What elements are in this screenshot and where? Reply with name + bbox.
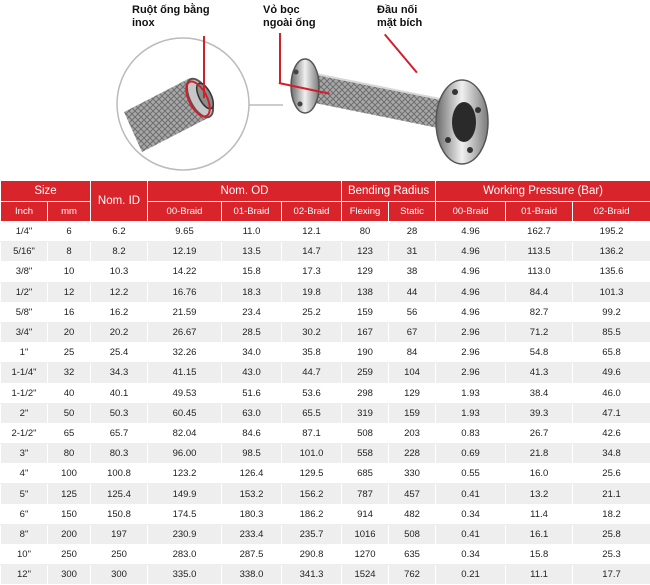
cell-size-mm: 125 xyxy=(48,484,91,504)
table-row xyxy=(1,282,650,302)
cell-od-02-braid: 44.7 xyxy=(282,363,342,383)
product-hero xyxy=(0,0,650,180)
cell-bend-static: 762 xyxy=(389,565,436,585)
hose-spec-table xyxy=(0,180,650,585)
cell-od-01-braid: 98.5 xyxy=(222,444,282,464)
outer-braid-label: Vỏ bọc ngoài ống xyxy=(263,4,325,30)
cell-od-00-braid: 14.22 xyxy=(148,262,222,282)
table-row xyxy=(1,302,650,322)
cell-wp-01-braid: 16.1 xyxy=(506,524,573,544)
cell-od-01-braid: 63.0 xyxy=(222,403,282,423)
subheader-od-00-braid: 00-Braid xyxy=(148,202,222,222)
cell-bend-static: 635 xyxy=(389,545,436,565)
cell-wp-02-braid: 42.6 xyxy=(573,423,650,443)
cell-size-inch: 10" xyxy=(1,545,48,565)
cell-wp-02-braid: 25.8 xyxy=(573,524,650,544)
cell-wp-00-braid: 1.93 xyxy=(436,403,506,423)
cell-od-00-braid: 16.76 xyxy=(148,282,222,302)
cell-bend-flexing: 1524 xyxy=(342,565,389,585)
cell-nom-id: 12.2 xyxy=(91,282,148,302)
cell-nom-id: 40.1 xyxy=(91,383,148,403)
hose-illustration xyxy=(0,0,650,180)
cell-od-01-braid: 34.0 xyxy=(222,343,282,363)
cell-od-00-braid: 174.5 xyxy=(148,504,222,524)
table-row xyxy=(1,484,650,504)
subheader-wp-02-braid: 02-Braid xyxy=(573,202,650,222)
cell-bend-flexing: 190 xyxy=(342,343,389,363)
cell-bend-static: 457 xyxy=(389,484,436,504)
cell-od-00-braid: 9.65 xyxy=(148,222,222,242)
cell-wp-02-braid: 101.3 xyxy=(573,282,650,302)
cell-nom-id: 10.3 xyxy=(91,262,148,282)
cell-wp-01-braid: 21.8 xyxy=(506,444,573,464)
outer-braid-leader xyxy=(279,33,281,83)
cell-size-inch: 1-1/4" xyxy=(1,363,48,383)
cell-wp-00-braid: 2.96 xyxy=(436,363,506,383)
subheader-inch: Inch xyxy=(1,202,48,222)
cell-od-01-braid: 338.0 xyxy=(222,565,282,585)
cell-nom-id: 80.3 xyxy=(91,444,148,464)
cell-bend-static: 44 xyxy=(389,282,436,302)
cell-size-mm: 25 xyxy=(48,343,91,363)
cell-wp-00-braid: 0.41 xyxy=(436,524,506,544)
cell-od-02-braid: 12.1 xyxy=(282,222,342,242)
spec-table-body xyxy=(1,222,650,585)
table-row xyxy=(1,242,650,262)
cell-bend-static: 330 xyxy=(389,464,436,484)
cell-wp-01-braid: 84.4 xyxy=(506,282,573,302)
cell-wp-01-braid: 11.1 xyxy=(506,565,573,585)
cell-od-01-braid: 84.6 xyxy=(222,423,282,443)
cell-size-inch: 2" xyxy=(1,403,48,423)
cell-wp-00-braid: 4.96 xyxy=(436,262,506,282)
cell-od-02-braid: 35.8 xyxy=(282,343,342,363)
cell-od-00-braid: 12.19 xyxy=(148,242,222,262)
subheader-od-02-braid: 02-Braid xyxy=(282,202,342,222)
cell-size-inch: 12" xyxy=(1,565,48,585)
cell-nom-id: 150.8 xyxy=(91,504,148,524)
cell-od-02-braid: 30.2 xyxy=(282,322,342,342)
cell-bend-flexing: 914 xyxy=(342,504,389,524)
cell-size-inch: 3/8" xyxy=(1,262,48,282)
cell-wp-00-braid: 1.93 xyxy=(436,383,506,403)
cell-size-inch: 1/4" xyxy=(1,222,48,242)
subheader-wp-00-braid: 00-Braid xyxy=(436,202,506,222)
cell-bend-flexing: 129 xyxy=(342,262,389,282)
cell-bend-static: 508 xyxy=(389,524,436,544)
cell-od-00-braid: 149.9 xyxy=(148,484,222,504)
table-row xyxy=(1,403,650,423)
cell-od-01-braid: 13.5 xyxy=(222,242,282,262)
cell-bend-flexing: 508 xyxy=(342,423,389,443)
table-row xyxy=(1,464,650,484)
cell-wp-00-braid: 2.96 xyxy=(436,343,506,363)
cell-od-02-braid: 186.2 xyxy=(282,504,342,524)
table-row xyxy=(1,565,650,585)
cell-od-01-braid: 126.4 xyxy=(222,464,282,484)
cell-bend-flexing: 1016 xyxy=(342,524,389,544)
cell-nom-id: 8.2 xyxy=(91,242,148,262)
cell-od-01-braid: 153.2 xyxy=(222,484,282,504)
cell-nom-id: 50.3 xyxy=(91,403,148,423)
cell-bend-flexing: 123 xyxy=(342,242,389,262)
cell-wp-01-braid: 38.4 xyxy=(506,383,573,403)
inner-tube-label: Ruột ống bằng inox xyxy=(132,4,212,30)
cell-size-mm: 100 xyxy=(48,464,91,484)
cell-od-00-braid: 41.15 xyxy=(148,363,222,383)
cell-od-01-braid: 23.4 xyxy=(222,302,282,322)
cell-od-02-braid: 25.2 xyxy=(282,302,342,322)
cell-od-01-braid: 15.8 xyxy=(222,262,282,282)
cell-wp-02-braid: 21.1 xyxy=(573,484,650,504)
cell-wp-00-braid: 0.34 xyxy=(436,545,506,565)
cell-wp-01-braid: 82.7 xyxy=(506,302,573,322)
cell-size-mm: 20 xyxy=(48,322,91,342)
cell-wp-02-braid: 46.0 xyxy=(573,383,650,403)
cell-od-01-braid: 180.3 xyxy=(222,504,282,524)
cell-od-01-braid: 28.5 xyxy=(222,322,282,342)
cell-size-inch: 4" xyxy=(1,464,48,484)
table-row xyxy=(1,545,650,565)
table-row xyxy=(1,444,650,464)
cell-nom-id: 34.3 xyxy=(91,363,148,383)
table-row xyxy=(1,524,650,544)
cell-size-mm: 150 xyxy=(48,504,91,524)
cell-size-mm: 10 xyxy=(48,262,91,282)
cell-od-02-braid: 17.3 xyxy=(282,262,342,282)
cell-od-00-braid: 335.0 xyxy=(148,565,222,585)
cell-wp-00-braid: 4.96 xyxy=(436,242,506,262)
cell-nom-id: 16.2 xyxy=(91,302,148,322)
table-row xyxy=(1,383,650,403)
flange-end-label: Đầu nối mặt bích xyxy=(377,4,437,30)
cell-od-00-braid: 96.00 xyxy=(148,444,222,464)
cell-bend-static: 228 xyxy=(389,444,436,464)
cell-wp-01-braid: 113.0 xyxy=(506,262,573,282)
header-nom-od: Nom. OD xyxy=(148,181,342,202)
cell-bend-static: 482 xyxy=(389,504,436,524)
cell-bend-static: 129 xyxy=(389,383,436,403)
cell-bend-static: 56 xyxy=(389,302,436,322)
cell-size-mm: 50 xyxy=(48,403,91,423)
cell-od-01-braid: 11.0 xyxy=(222,222,282,242)
cell-size-inch: 8" xyxy=(1,524,48,544)
cell-bend-flexing: 558 xyxy=(342,444,389,464)
cell-od-02-braid: 129.5 xyxy=(282,464,342,484)
cell-bend-flexing: 319 xyxy=(342,403,389,423)
cell-size-inch: 1/2" xyxy=(1,282,48,302)
cell-size-mm: 12 xyxy=(48,282,91,302)
cell-size-mm: 40 xyxy=(48,383,91,403)
cell-od-02-braid: 341.3 xyxy=(282,565,342,585)
subheader-flexing: Flexing xyxy=(342,202,389,222)
cell-od-01-braid: 233.4 xyxy=(222,524,282,544)
cell-od-00-braid: 49.53 xyxy=(148,383,222,403)
cell-od-00-braid: 283.0 xyxy=(148,545,222,565)
subheader-static: Static xyxy=(389,202,436,222)
cell-nom-id: 20.2 xyxy=(91,322,148,342)
cell-wp-00-braid: 0.83 xyxy=(436,423,506,443)
cell-bend-flexing: 298 xyxy=(342,383,389,403)
cell-od-01-braid: 51.6 xyxy=(222,383,282,403)
cell-wp-00-braid: 0.41 xyxy=(436,484,506,504)
cell-size-mm: 200 xyxy=(48,524,91,544)
cell-wp-00-braid: 2.96 xyxy=(436,322,506,342)
cell-od-00-braid: 123.2 xyxy=(148,464,222,484)
cell-wp-02-braid: 18.2 xyxy=(573,504,650,524)
cell-od-02-braid: 53.6 xyxy=(282,383,342,403)
cell-size-mm: 16 xyxy=(48,302,91,322)
cell-size-inch: 6" xyxy=(1,504,48,524)
cell-nom-id: 197 xyxy=(91,524,148,544)
cell-wp-02-braid: 135.6 xyxy=(573,262,650,282)
cell-size-mm: 65 xyxy=(48,423,91,443)
cell-nom-id: 100.8 xyxy=(91,464,148,484)
cell-od-02-braid: 14.7 xyxy=(282,242,342,262)
cell-size-mm: 32 xyxy=(48,363,91,383)
cell-od-00-braid: 21.59 xyxy=(148,302,222,322)
cell-wp-02-braid: 49.6 xyxy=(573,363,650,383)
table-row xyxy=(1,322,650,342)
cell-bend-static: 31 xyxy=(389,242,436,262)
cell-wp-01-braid: 15.8 xyxy=(506,545,573,565)
cell-wp-00-braid: 0.21 xyxy=(436,565,506,585)
table-row xyxy=(1,504,650,524)
cell-wp-00-braid: 0.34 xyxy=(436,504,506,524)
cell-size-mm: 6 xyxy=(48,222,91,242)
cell-size-mm: 80 xyxy=(48,444,91,464)
cell-bend-static: 28 xyxy=(389,222,436,242)
inner-tube-detail xyxy=(117,38,249,170)
cell-bend-flexing: 787 xyxy=(342,484,389,504)
cell-bend-flexing: 259 xyxy=(342,363,389,383)
cell-bend-static: 38 xyxy=(389,262,436,282)
cell-wp-01-braid: 41.3 xyxy=(506,363,573,383)
cell-wp-00-braid: 4.96 xyxy=(436,222,506,242)
cell-nom-id: 300 xyxy=(91,565,148,585)
cell-od-00-braid: 60.45 xyxy=(148,403,222,423)
cell-od-00-braid: 32.26 xyxy=(148,343,222,363)
cell-wp-01-braid: 11.4 xyxy=(506,504,573,524)
cell-size-inch: 5/16" xyxy=(1,242,48,262)
cell-od-00-braid: 230.9 xyxy=(148,524,222,544)
cell-size-inch: 3" xyxy=(1,444,48,464)
cell-od-00-braid: 26.67 xyxy=(148,322,222,342)
cell-wp-01-braid: 113.5 xyxy=(506,242,573,262)
inner-tube-leader xyxy=(203,36,205,98)
cell-bend-static: 104 xyxy=(389,363,436,383)
cell-wp-01-braid: 71.2 xyxy=(506,322,573,342)
table-row xyxy=(1,262,650,282)
cell-size-inch: 5" xyxy=(1,484,48,504)
cell-wp-02-braid: 34.8 xyxy=(573,444,650,464)
cell-wp-02-braid: 99.2 xyxy=(573,302,650,322)
subheader-wp-01-braid: 01-Braid xyxy=(506,202,573,222)
table-row xyxy=(1,423,650,443)
cell-od-01-braid: 18.3 xyxy=(222,282,282,302)
cell-size-inch: 3/4" xyxy=(1,322,48,342)
cell-wp-02-braid: 65.8 xyxy=(573,343,650,363)
cell-bend-static: 84 xyxy=(389,343,436,363)
cell-nom-id: 65.7 xyxy=(91,423,148,443)
cell-bend-flexing: 1270 xyxy=(342,545,389,565)
cell-od-02-braid: 87.1 xyxy=(282,423,342,443)
header-nom-id: Nom. ID xyxy=(91,181,148,222)
cell-od-01-braid: 43.0 xyxy=(222,363,282,383)
cell-wp-02-braid: 136.2 xyxy=(573,242,650,262)
cell-wp-01-braid: 54.8 xyxy=(506,343,573,363)
cell-bend-flexing: 80 xyxy=(342,222,389,242)
table-row xyxy=(1,343,650,363)
cell-od-02-braid: 290.8 xyxy=(282,545,342,565)
cell-bend-static: 67 xyxy=(389,322,436,342)
cell-od-02-braid: 101.0 xyxy=(282,444,342,464)
cell-od-00-braid: 82.04 xyxy=(148,423,222,443)
cell-nom-id: 250 xyxy=(91,545,148,565)
cell-wp-02-braid: 25.6 xyxy=(573,464,650,484)
table-row xyxy=(1,222,650,242)
cell-wp-02-braid: 195.2 xyxy=(573,222,650,242)
header-size: Size xyxy=(1,181,91,202)
cell-size-inch: 5/8" xyxy=(1,302,48,322)
cell-wp-02-braid: 85.5 xyxy=(573,322,650,342)
cell-wp-01-braid: 39.3 xyxy=(506,403,573,423)
cell-wp-01-braid: 26.7 xyxy=(506,423,573,443)
cell-bend-flexing: 159 xyxy=(342,302,389,322)
cell-wp-01-braid: 162.7 xyxy=(506,222,573,242)
subheader-mm: mm xyxy=(48,202,91,222)
cell-od-02-braid: 156.2 xyxy=(282,484,342,504)
cell-nom-id: 6.2 xyxy=(91,222,148,242)
cell-wp-01-braid: 13.2 xyxy=(506,484,573,504)
cell-size-mm: 8 xyxy=(48,242,91,262)
cell-size-inch: 1-1/2" xyxy=(1,383,48,403)
cell-bend-flexing: 138 xyxy=(342,282,389,302)
cell-wp-00-braid: 4.96 xyxy=(436,302,506,322)
cell-size-mm: 250 xyxy=(48,545,91,565)
cell-bend-flexing: 685 xyxy=(342,464,389,484)
cell-bend-flexing: 167 xyxy=(342,322,389,342)
cell-od-02-braid: 235.7 xyxy=(282,524,342,544)
subheader-od-01-braid: 01-Braid xyxy=(222,202,282,222)
header-bending-radius: Bending Radius xyxy=(342,181,436,202)
cell-nom-id: 125.4 xyxy=(91,484,148,504)
cell-wp-02-braid: 17.7 xyxy=(573,565,650,585)
cell-wp-00-braid: 4.96 xyxy=(436,282,506,302)
cell-size-inch: 1" xyxy=(1,343,48,363)
cell-wp-00-braid: 0.55 xyxy=(436,464,506,484)
cell-wp-02-braid: 47.1 xyxy=(573,403,650,423)
cell-nom-id: 25.4 xyxy=(91,343,148,363)
header-working-pressure: Working Pressure (Bar) xyxy=(436,181,650,202)
cell-wp-00-braid: 0.69 xyxy=(436,444,506,464)
cell-size-inch: 2-1/2" xyxy=(1,423,48,443)
cell-bend-static: 159 xyxy=(389,403,436,423)
cell-od-02-braid: 19.8 xyxy=(282,282,342,302)
cell-wp-02-braid: 25.3 xyxy=(573,545,650,565)
table-row xyxy=(1,363,650,383)
cell-bend-static: 203 xyxy=(389,423,436,443)
cell-wp-01-braid: 16.0 xyxy=(506,464,573,484)
cell-od-01-braid: 287.5 xyxy=(222,545,282,565)
cell-od-02-braid: 65.5 xyxy=(282,403,342,423)
cell-size-mm: 300 xyxy=(48,565,91,585)
flanged-hose xyxy=(291,59,488,164)
